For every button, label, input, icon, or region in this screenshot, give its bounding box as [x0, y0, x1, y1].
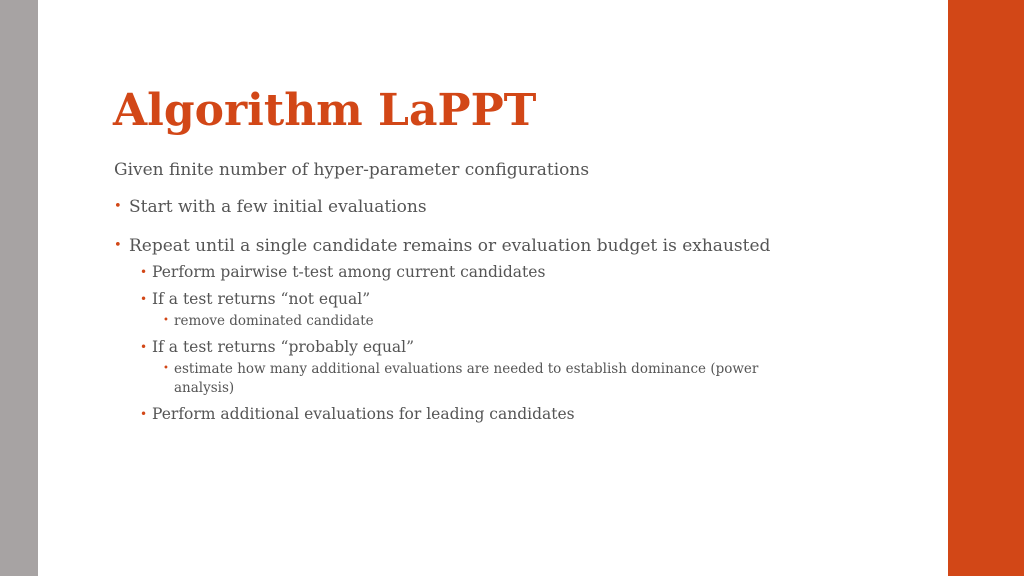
sub-bullet-probably-equal: [129, 336, 794, 398]
bullet-repeat-until: [114, 234, 794, 425]
slide-title: Algorithm LaPPT: [113, 85, 537, 136]
sub-bullet-pairwise-t-test: [129, 261, 794, 283]
bullet-dot-icon: •: [140, 292, 148, 306]
sub-bullet-text: Perform additional evaluations for leading candidates: [152, 405, 575, 423]
sub-sub-bullet-list: [152, 360, 794, 398]
slide-body: [114, 157, 794, 430]
sub-bullet-text: If a test returns “not equal”: [152, 290, 371, 308]
intro-text: Given finite number of hyper-parameter configurations: [114, 160, 590, 180]
sub-bullet-list: [129, 261, 794, 425]
left-decorative-band: [0, 0, 38, 576]
sub-bullet-additional-evaluations: [129, 403, 794, 425]
bullet-dot-icon: •: [140, 265, 148, 279]
sub-sub-bullet-remove-dominated: [152, 312, 794, 331]
bullet-text: Repeat until a single candidate remains or evaluation budget is exhausted: [129, 236, 771, 256]
sub-sub-bullet-text: remove dominated candidate: [174, 313, 374, 329]
bullet-dot-icon: •: [114, 238, 122, 253]
sub-bullet-not-equal: [129, 288, 794, 331]
bullet-dot-icon: •: [163, 363, 169, 374]
bullet-list: [114, 195, 794, 425]
right-accent-band: [948, 0, 1024, 576]
bullet-dot-icon: •: [140, 407, 148, 421]
bullet-text: Start with a few initial evaluations: [129, 197, 427, 217]
sub-sub-bullet-power-analysis: [152, 360, 794, 398]
bullet-dot-icon: •: [140, 340, 148, 354]
sub-sub-bullet-list: [152, 312, 794, 331]
sub-bullet-text: If a test returns “probably equal”: [152, 338, 415, 356]
sub-bullet-text: Perform pairwise t-test among current candidates: [152, 263, 546, 281]
bullet-initial-evaluations: [114, 195, 794, 219]
bullet-dot-icon: •: [114, 199, 122, 214]
bullet-dot-icon: •: [163, 315, 169, 326]
sub-sub-bullet-text: estimate how many additional evaluations are needed to establish dominance (power analysis): [174, 361, 759, 396]
